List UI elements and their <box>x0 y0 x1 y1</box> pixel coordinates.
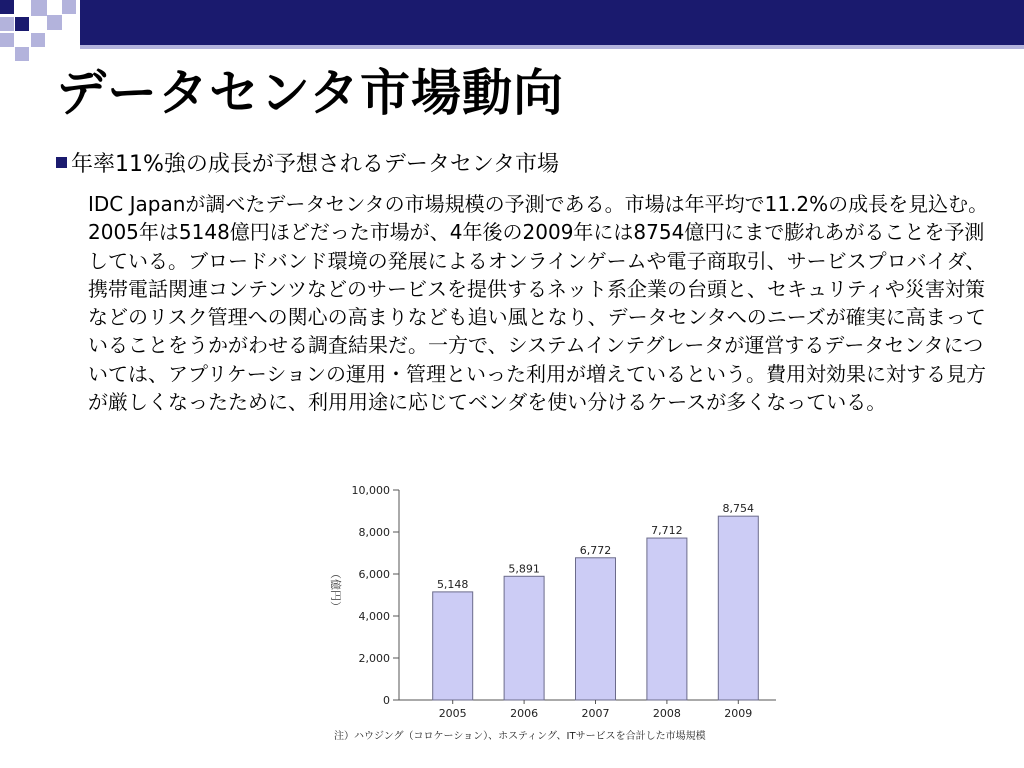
y-tick-label: 2,000 <box>358 652 390 665</box>
corner-square-lavender-6 <box>31 33 45 47</box>
bar-2008 <box>647 538 687 700</box>
header-bar <box>80 0 1024 45</box>
bar-2005 <box>433 592 473 700</box>
bullet-text: 年率11%強の成長が予想されるデータセンタ市場 <box>71 152 560 177</box>
y-axis-label: （億円） <box>329 568 342 612</box>
bar-value-label: 6,772 <box>579 543 612 557</box>
x-tick-label: 2007 <box>581 707 610 720</box>
bar-2007 <box>576 558 616 700</box>
bullet-item <box>56 150 559 180</box>
corner-square-navy-2 <box>15 17 29 31</box>
y-tick-label: 4,000 <box>358 610 390 623</box>
y-tick-label: 0 <box>383 694 390 707</box>
x-tick-label: 2008 <box>652 707 681 720</box>
x-tick-label: 2006 <box>510 707 539 720</box>
chart-note: 注）ハウジング（コロケーション）、ホスティング、ITサービスを合計した市場規模 <box>334 731 706 742</box>
body-paragraph: IDC Japanが調べたデータセンタの市場規模の予測である。市場は年平均で11.2%の成長を見込む。2005年は5148億円ほどだった市場が、4年後の2009年には8754億円にまで膨れあがることを予測している。ブロードバンド環境の発展によるオンラインゲームや電子商取引、サービスプロバイダ、携帯電話関連コンテンツなどのサービスを提供するネット系企業の台頭と、セキュリティや災害対策などのリスク管理への関心の高まりなども追い風となり、データセンタへのニーズが確実に高まっていることをうかがわせる調査結果だ。一方で、システムインテグレータが運営するデータセンタについては、アプリケーションの運用・管理といった利用が増えているという。費用対効果に対する見方が厳しくなったために、利用用途に応じてベンダを使い分けるケースが多くなっている。 <box>88 192 989 415</box>
corner-square-navy-1 <box>0 0 14 14</box>
corner-square-lavender-3 <box>62 0 76 14</box>
corner-square-lavender-5 <box>0 33 14 47</box>
header-bar-light-edge <box>80 45 1024 49</box>
bar-value-label: 7,712 <box>651 524 683 538</box>
bar-value-label: 8,754 <box>722 502 755 516</box>
x-tick-label: 2009 <box>724 707 753 720</box>
market-size-bar-chart <box>318 480 788 750</box>
bar-value-label: 5,891 <box>508 562 540 576</box>
bar-2006 <box>504 576 544 700</box>
y-tick-label: 6,000 <box>358 568 390 581</box>
corner-square-lavender-4 <box>47 15 62 30</box>
corner-square-lavender-1 <box>31 0 47 16</box>
square-bullet-icon <box>56 157 67 168</box>
slide-title: データセンタ市場動向 <box>56 64 564 122</box>
corner-square-lavender-7 <box>15 47 29 61</box>
bar-2009 <box>718 516 758 700</box>
corner-square-lavender-2 <box>0 17 14 31</box>
y-tick-label: 8,000 <box>358 526 390 539</box>
y-tick-label: 10,000 <box>351 484 390 497</box>
bar-value-label: 5,148 <box>436 577 469 591</box>
x-tick-label: 2005 <box>438 707 467 720</box>
